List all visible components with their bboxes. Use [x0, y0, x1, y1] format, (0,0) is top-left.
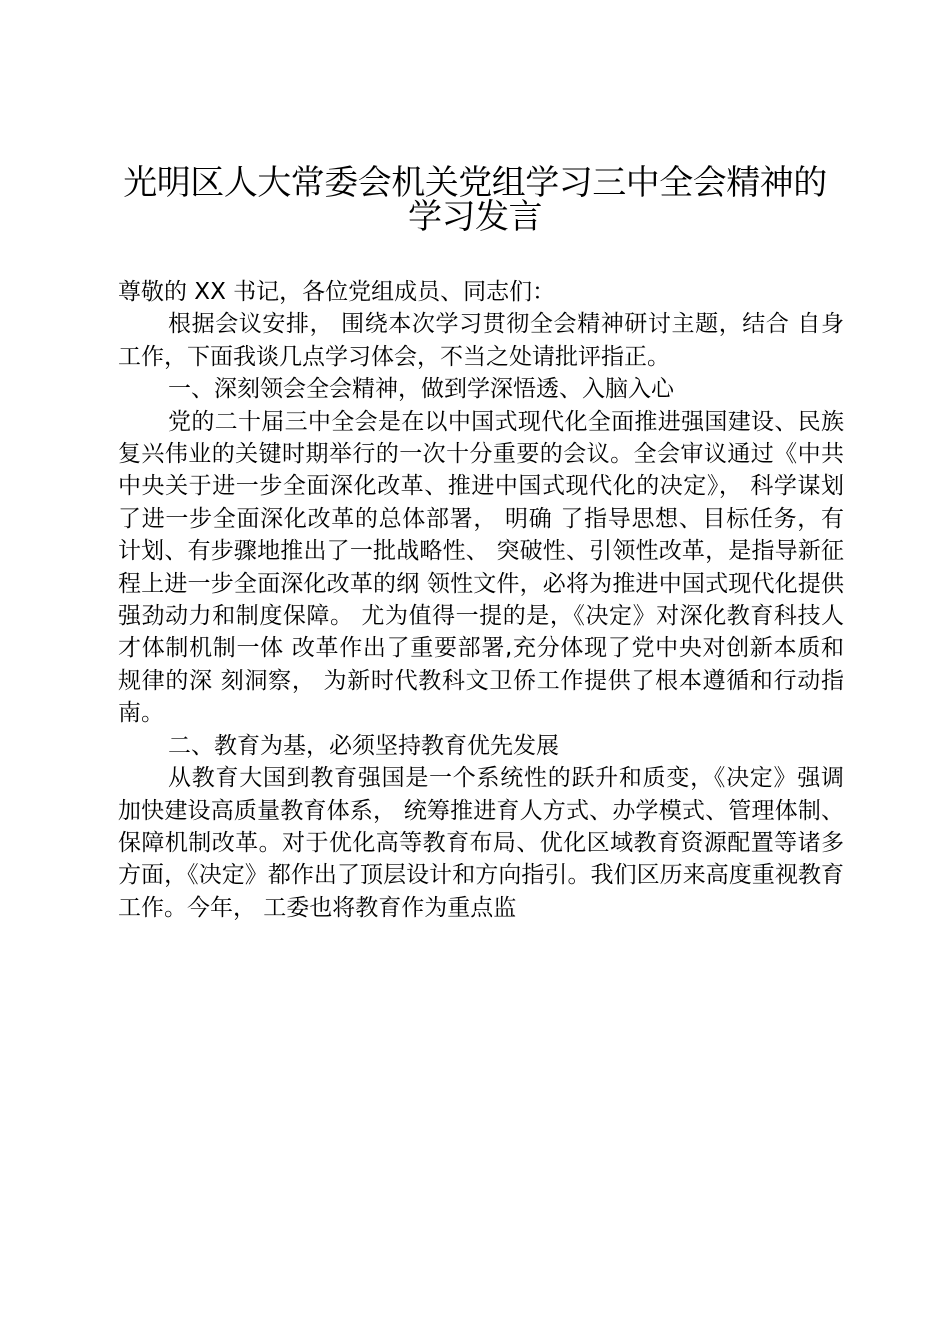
- section-2-paragraph: 从教育大国到教育强国是一个系统性的跃升和质变，《决定》强调加快建设高质量教育体系， 统筹推进育人方式、办学模式、管理体制、保障机制改革。对于优化高等教育布局、优化区域教育资源配置等诸多方面，《决定》都作出了顶层设计和方向指引。我们区历来高度重视教育工作。今年， 工委也将教育作为重点监: [118, 765, 844, 921]
- document-body: [118, 276, 844, 924]
- section-1-paragraph: 党的二十届三中全会是在以中国式现代化全面推进强国建设、民族复兴伟业的关键时期举行的一次十分重要的会议。全会审议通过《中共中央关于进一步全面深化改革、推进中国式现代化的决定》， 科学谋划了进一步全面深化改革的总体部署， 明确 了指导思想、目标任务，有计划、有步骤地推出了一批战略性、 突破性、引领性改革，是指导新征程上进一步全面深化改革的纲 领性文件，必将为推进中国式现代化提供强劲动力和制度保障。 尤为值得一提的是，《决定》对深化教育科技人才体制机制一体 改革作出了重要部署,充分体现了党中央对创新本质和规律的深 刻洞察， 为新时代教科文卫侨工作提供了根本遵循和行动指南。: [118, 408, 844, 727]
- section-1-heading: 一、深刻领会全会精神，做到学深悟透、入脑入心: [168, 376, 674, 403]
- salutation: 尊敬的 XX 书记，各位党组成员、同志们：: [118, 279, 556, 305]
- intro-paragraph: 根据会议安排， 围绕本次学习贯彻全会精神研讨主题，结合 自身工作，下面我谈几点学习体会，不当之处请批评指正。: [118, 311, 844, 370]
- document-title: 光明区人大常委会机关党组学习三中全会精神的学习发言: [123, 163, 827, 237]
- section-2-heading: 二、教育为基，必须坚持教育优先发展: [168, 732, 559, 759]
